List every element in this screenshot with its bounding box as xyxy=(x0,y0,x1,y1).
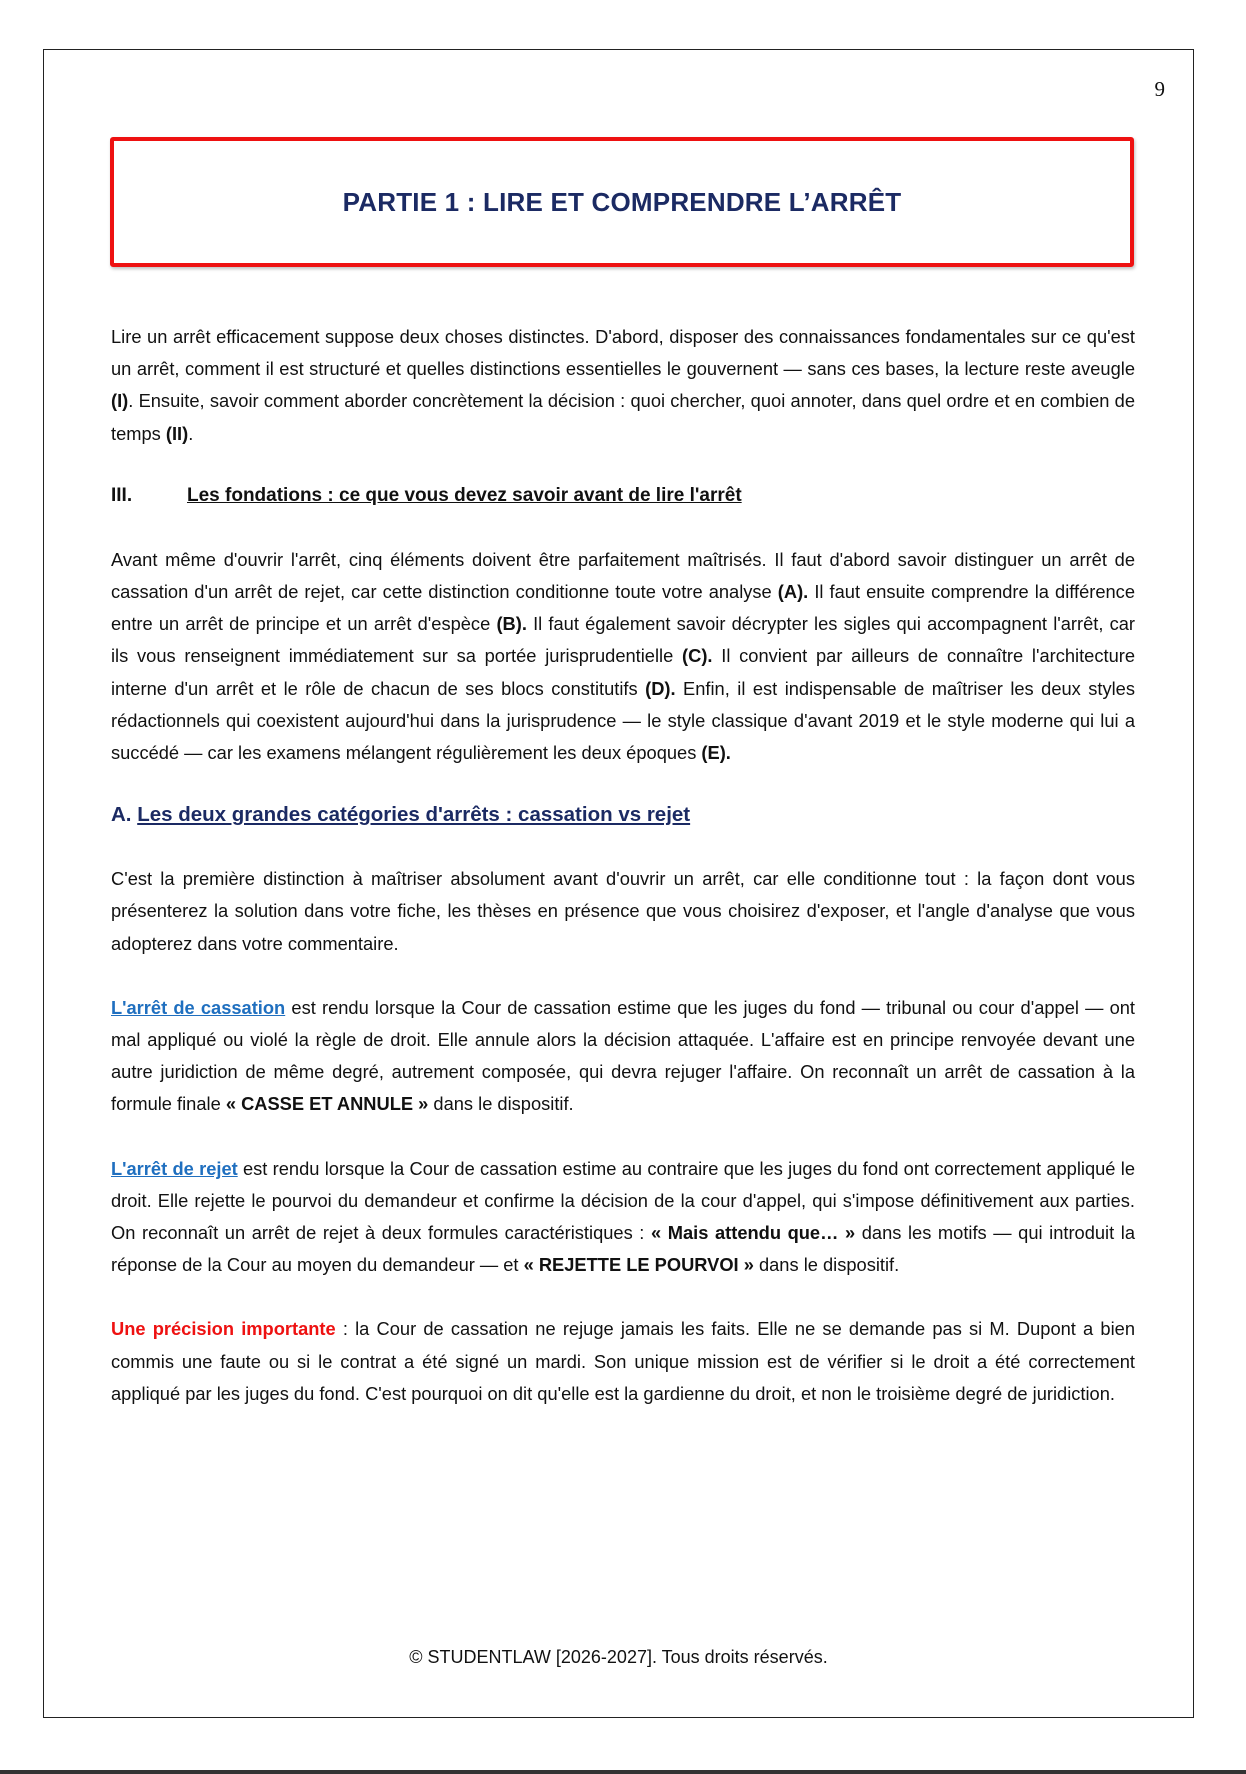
document-page xyxy=(43,49,1194,1718)
intro-ref-2: (II) xyxy=(165,422,189,444)
intro-text-2: . Ensuite, savoir comment aborder concrètement la décision : quoi chercher, quoi annoter, dans quel ordre et en combien de temps xyxy=(111,390,1135,444)
cassation-term: L'arrêt de cassation xyxy=(111,996,286,1018)
intro-ref-1: (I) xyxy=(111,390,129,412)
section-intro-text-3: Il faut également savoir décrypter les sigles qui accompagnent l'arrêt, car ils vous renseignent immédiatement sur sa portée jurisprudentielle xyxy=(111,613,1136,667)
footer-copyright: © STUDENTLAW [2026-2027]. Tous droits réservés. xyxy=(409,1647,828,1667)
section-intro-ref-e: (E). xyxy=(701,742,731,764)
section-heading xyxy=(111,480,1135,512)
intro-paragraph xyxy=(111,321,1135,450)
precision-term: Une précision importante xyxy=(111,1318,336,1340)
subsection-letter: A. xyxy=(111,803,138,827)
section-intro-paragraph xyxy=(111,544,1135,769)
subsection-title: Les deux grandes catégories d'arrêts : cassation vs rejet xyxy=(137,803,691,827)
cassation-formula: « CASSE ET ANNULE » xyxy=(225,1093,429,1115)
cassation-text-2: dans le dispositif. xyxy=(428,1093,574,1115)
main-content xyxy=(111,321,1135,1410)
rejet-text-1: est rendu lorsque la Cour de cassation estime au contraire que les juges du fond ont correctement appliqué le droit. Elle rejette le pourvoi du demandeur et confirme la décision de la cour d'appel, qui s'impose définitivement aux parties. On reconnaît un arrêt de rejet à deux formules caractéristiques : xyxy=(111,1157,1135,1244)
precision-paragraph xyxy=(111,1313,1135,1410)
precision-text: : la Cour de cassation ne rejuge jamais les faits. Elle ne se demande pas si M. Dupont a bien commis une faute ou si le contrat a été signé un mardi. Son unique mission est de vérifier si le droit a été correctement appliqué par les juges du fond. C'est pourquoi on dit qu'elle est la gardienne du droit, et non le troisième degré de juridiction. xyxy=(111,1318,1135,1404)
section-intro-ref-c: (C). xyxy=(682,645,713,667)
intro-text-3: . xyxy=(188,422,194,444)
page-number: 9 xyxy=(1154,77,1165,101)
page-title: PARTIE 1 : LIRE ET COMPRENDRE L’ARRÊT xyxy=(342,186,902,217)
section-number: III. xyxy=(111,484,133,506)
cassation-paragraph xyxy=(111,992,1135,1121)
rejet-text-2: dans les motifs — qui introduit la réponse de la Cour au moyen du demandeur — et xyxy=(111,1222,1136,1276)
distinction-paragraph: C'est la première distinction à maîtriser absolument avant d'ouvrir un arrêt, car elle conditionne tout : la façon dont vous présenterez la solution dans votre fiche, les thèses en présence que vous choisirez d'exposer, et l'angle d'analyse que vous adopterez dans votre commentaire. xyxy=(111,868,1135,954)
section-title: Les fondations : ce que vous devez savoir avant de lire l'arrêt xyxy=(187,484,742,506)
rejet-formula-2: « REJETTE LE POURVOI » xyxy=(523,1254,754,1276)
cassation-text-1: est rendu lorsque la Cour de cassation estime que les juges du fond — tribunal ou cour d'appel — ont mal appliqué ou violé la règle de droit. Elle annule alors la décision attaquée. L'affaire est en principe renvoyée devant une autre juridiction de même degré, autrement composée, qui devra rejuger l'affaire. On reconnaît un arrêt de cassation à la formule finale xyxy=(111,996,1136,1115)
title-box xyxy=(110,137,1134,267)
section-intro-text-5: Enfin, il est indispensable de maîtriser les deux styles rédactionnels qui coexistent aujourd'hui dans la jurisprudence — le style classique d'avant 2019 et le style moderne qui lui a succédé — car les examens mélangent régulièrement les deux époques xyxy=(111,677,1135,764)
rejet-paragraph xyxy=(111,1153,1135,1282)
section-intro-ref-d: (D). xyxy=(645,677,676,699)
subsection-heading xyxy=(111,799,1135,831)
section-intro-ref-a: (A). xyxy=(777,581,809,603)
rejet-formula-1: « Mais attendu que… » xyxy=(650,1222,856,1244)
intro-text-1: Lire un arrêt efficacement suppose deux choses distinctes. D'abord, disposer des connaissances fondamentales sur ce qu'est un arrêt, comment il est structuré et quelles distinctions essentielles le gouvernent — sans ces bases, la lecture reste aveugle xyxy=(111,326,1135,380)
section-intro-text-2: Il faut ensuite comprendre la différence entre un arrêt de principe et un arrêt d'espèce xyxy=(111,581,1135,635)
section-intro-text-4: Il convient par ailleurs de connaître l'architecture interne d'un arrêt et le rôle de chacun de ses blocs constitutifs xyxy=(111,645,1135,699)
viewer-bottom-edge xyxy=(0,1770,1246,1774)
rejet-term: L'arrêt de rejet xyxy=(111,1157,238,1179)
section-intro-ref-b: (B). xyxy=(496,613,527,635)
rejet-text-3: dans le dispositif. xyxy=(753,1254,900,1276)
section-intro-text-1: Avant même d'ouvrir l'arrêt, cinq éléments doivent être parfaitement maîtrisés. Il faut d'abord savoir distinguer un arrêt de cassation d'un arrêt de rejet, car cette distinction conditionne toute votre analyse xyxy=(111,548,1135,603)
